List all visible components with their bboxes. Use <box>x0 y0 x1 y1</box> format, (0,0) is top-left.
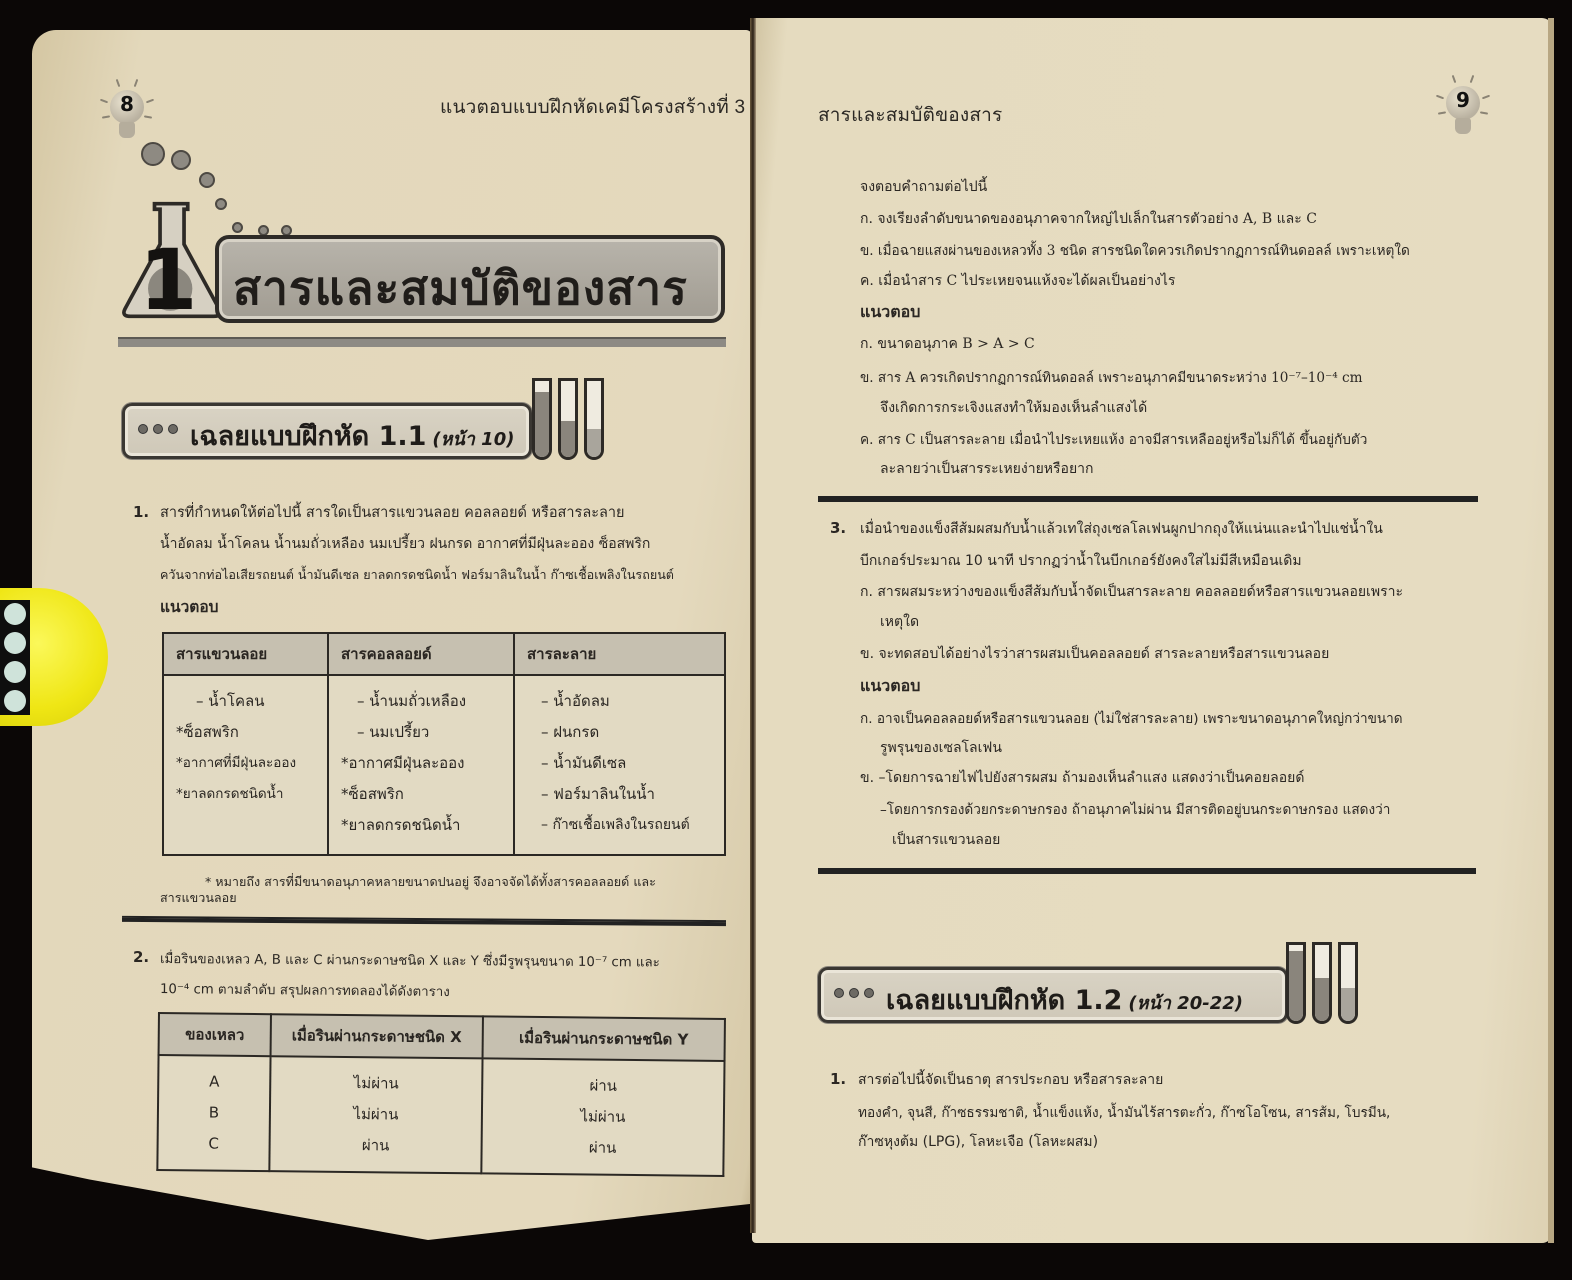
table-cell: ไม่ผ่าน ไม่ผ่าน ผ่าน <box>269 1056 482 1173</box>
question-text: เมื่อรินของเหลว A, B และ C ผ่านกระดาษชนิด X และ Y ซึ่งมีรูพรุนขนาด 10⁻⁷ cm และ <box>159 952 660 971</box>
chapter-title: สารและสมบัติของสาร <box>233 261 688 315</box>
column-header: ของเหลว <box>159 1013 271 1056</box>
page-number: 8 <box>120 92 134 116</box>
section-title-text: เฉลยแบบฝึกหัด 1.2 <box>886 985 1123 1016</box>
answer-line: เป็นสารแขวนลอย <box>892 832 1001 848</box>
chapter-banner <box>115 140 730 355</box>
question-text: เมื่อนำของแข็งสีส้มผสมกับน้ำแล้วเทใส่ถุงเซลโลเฟนผูกปากถุงให้แน่นและนำไปแช่น้ำใน <box>860 521 1383 537</box>
question-number: 2. <box>133 948 150 966</box>
bubble-icon <box>141 142 165 166</box>
answer-line: ค. สาร C เป็นสารละลาย เมื่อนำไประเหยแห้ง อาจมีสารเหลืออยู่หรือไม่ก็ได้ ขึ้นอยู่กับตัว <box>860 432 1368 448</box>
sub-question: เหตุใด <box>880 614 920 630</box>
lightbulb-icon <box>1436 78 1490 142</box>
section-page-ref: (หน้า 20-22) <box>1128 993 1243 1014</box>
answer-line: ข. สาร A ควรเกิดปรากฏการณ์ทินดอลล์ เพราะอนุภาคมีขนาดระหว่าง 10⁻⁷–10⁻⁴ cm <box>860 370 1363 386</box>
section-banner-1-1 <box>122 378 612 468</box>
section-divider <box>818 868 1476 874</box>
answer-line: ข. –โดยการฉายไฟไปยังสารผสม ถ้ามองเห็นลำแสง แสดงว่าเป็นคอยลอยด์ <box>860 770 1305 786</box>
dots-icon <box>138 424 178 434</box>
column-header: เมื่อรินผ่านกระดาษชนิด X <box>271 1014 483 1058</box>
section-banner-1-2 <box>818 942 1363 1032</box>
answer-line: ละลายว่าเป็นสารระเหยง่ายหรือยาก <box>880 461 1094 477</box>
question-items: ทองคำ, จุนสี, ก๊าซธรรมชาติ, น้ำแข็งแห้ง, น้ำมันไร้สารตะกั่ว, ก๊าซโอโซน, สารส้ม, โบรมีน, <box>858 1105 1391 1121</box>
filtration-table <box>156 1012 726 1177</box>
chapter-number: 1 <box>139 231 198 329</box>
right-page <box>752 18 1552 1243</box>
chapter-underline <box>118 337 726 347</box>
section-title <box>190 414 514 457</box>
column-header: สารแขวนลอย <box>163 633 328 675</box>
table-cell: – น้ำโคลน *ซ็อสพริก *อากาศที่มีฝุ่นละออง *ยาลดกรดชนิดน้ำ <box>163 675 328 855</box>
book-gutter <box>750 18 756 1233</box>
table-cell: – น้ำอัดลม – ฝนกรด – น้ำมันดีเซล – ฟอร์มาลินในน้ำ – ก๊าซเชื้อเพลิงในรถยนต์ <box>514 675 725 855</box>
test-tubes-icon <box>532 378 604 460</box>
question-number: 1. <box>830 1070 847 1088</box>
answer-line: จึงเกิดการกระเจิงแสงทำให้มองเห็นลำแสงได้ <box>880 400 1148 416</box>
bubble-icon <box>232 222 243 233</box>
sub-question: ค. เมื่อนำสาร C ไประเหยจนแห้งจะได้ผลเป็นอย่างไร <box>860 273 1176 289</box>
table-cell: A B C <box>157 1055 270 1171</box>
running-head: สารและสมบัติของสาร <box>818 105 1003 126</box>
section-divider <box>818 496 1478 502</box>
answer-line: รูพรุนของเซลโลเฟน <box>880 740 1002 756</box>
question-intro: จงตอบคำถามต่อไปนี้ <box>860 179 988 195</box>
sub-question: ก. จงเรียงลำดับขนาดของอนุภาคจากใหญ่ไปเล็กในสารตัวอย่าง A, B และ C <box>860 211 1317 227</box>
page-clip <box>0 588 108 726</box>
answer-line: ก. ขนาดอนุภาค B > A > C <box>860 336 1035 352</box>
sub-question: ก. สารผสมระหว่างของแข็งสีส้มกับน้ำจัดเป็นสารละลาย คอลลอยด์หรือสารแขวนลอยเพราะ <box>860 584 1403 600</box>
question-items: น้ำอัดลม น้ำโคลน น้ำนมถั่วเหลือง นมเปรี้ยว ฝนกรด อากาศที่มีฝุ่นละออง ซ็อสพริก <box>160 536 651 552</box>
table-cell: ผ่าน ไม่ผ่าน ผ่าน <box>481 1058 724 1176</box>
question-text: 10⁻⁴ cm ตามลำดับ สรุปผลการทดลองได้ดังตาราง <box>159 982 450 1001</box>
footnote: สารแขวนลอย <box>160 890 237 905</box>
running-head: แนวตอบแบบฝึกหัดเคมีโครงสร้างที่ 3 <box>440 97 746 118</box>
lightbulb-icon <box>100 82 154 146</box>
dots-icon <box>834 988 874 998</box>
page-edge <box>1548 18 1554 1243</box>
answer-label: แนวตอบ <box>860 302 921 321</box>
answer-label: แนวตอบ <box>860 676 921 695</box>
answer-line: –โดยการกรองด้วยกระดาษกรอง ถ้าอนุภาคไม่ผ่าน มีสารติดอยู่บนกระดาษกรอง แสดงว่า <box>880 802 1391 818</box>
question-items: ก๊าซหุงต้ม (LPG), โลหะเจือ (โลหะผสม) <box>858 1134 1099 1150</box>
bubble-icon <box>199 172 215 188</box>
test-tubes-icon <box>1286 942 1358 1024</box>
question-text: สารที่กำหนดให้ต่อไปนี้ สารใดเป็นสารแขวนลอย คอลลอยด์ หรือสารละลาย <box>160 505 625 521</box>
page-number: 9 <box>1456 88 1470 112</box>
answer-label: แนวตอบ <box>160 598 219 616</box>
sub-question: ข. จะทดสอบได้อย่างไรว่าสารผสมเป็นคอลลอยด์ สารละลายหรือสารแขวนลอย <box>860 646 1330 662</box>
question-number: 3. <box>830 519 847 537</box>
question-items: ควันจากท่อไอเสียรถยนต์ น้ำมันดีเซล ยาลดกรดชนิดน้ำ ฟอร์มาลินในน้ำ ก๊าซเชื้อเพลิงในรถยนต์ <box>160 567 674 582</box>
answer-line: ก. อาจเป็นคอลลอยด์หรือสารแขวนลอย (ไม่ใช่สารละลาย) เพราะขนาดอนุภาคใหญ่กว่าขนาด <box>860 711 1403 727</box>
column-header: สารคอลลอยด์ <box>328 633 514 675</box>
bubble-icon <box>171 150 191 170</box>
section-title <box>886 978 1243 1021</box>
footnote: * หมายถึง สารที่มีขนาดอนุภาคหลายขนาดปนอยู่ จึงอาจจัดได้ทั้งสารคอลลอยด์ และ <box>205 874 656 889</box>
section-page-ref: (หน้า 10) <box>432 429 515 450</box>
section-title-text: เฉลยแบบฝึกหัด 1.1 <box>190 421 427 452</box>
sub-question: ข. เมื่อฉายแสงผ่านของเหลวทั้ง 3 ชนิด สารชนิดใดควรเกิดปรากฏการณ์ทินดอลล์ เพราะเหตุใด <box>860 243 1410 259</box>
question-text: บีกเกอร์ประมาณ 10 นาที ปรากฏว่าน้ำในบีกเกอร์ยังคงใสไม่มีสีเหมือนเดิม <box>860 553 1302 569</box>
column-header: เมื่อรินผ่านกระดาษชนิด Y <box>483 1016 725 1061</box>
question-text: สารต่อไปนี้จัดเป็นธาตุ สารประกอบ หรือสารละลาย <box>858 1072 1164 1088</box>
classification-table <box>162 632 726 856</box>
column-header: สารละลาย <box>514 633 725 675</box>
table-cell: – น้ำนมถั่วเหลือง – นมเปรี้ยว *อากาศมีฝุ่นละออง *ซ็อสพริก *ยาลดกรดชนิดน้ำ <box>328 675 514 855</box>
question-number: 1. <box>133 503 150 521</box>
